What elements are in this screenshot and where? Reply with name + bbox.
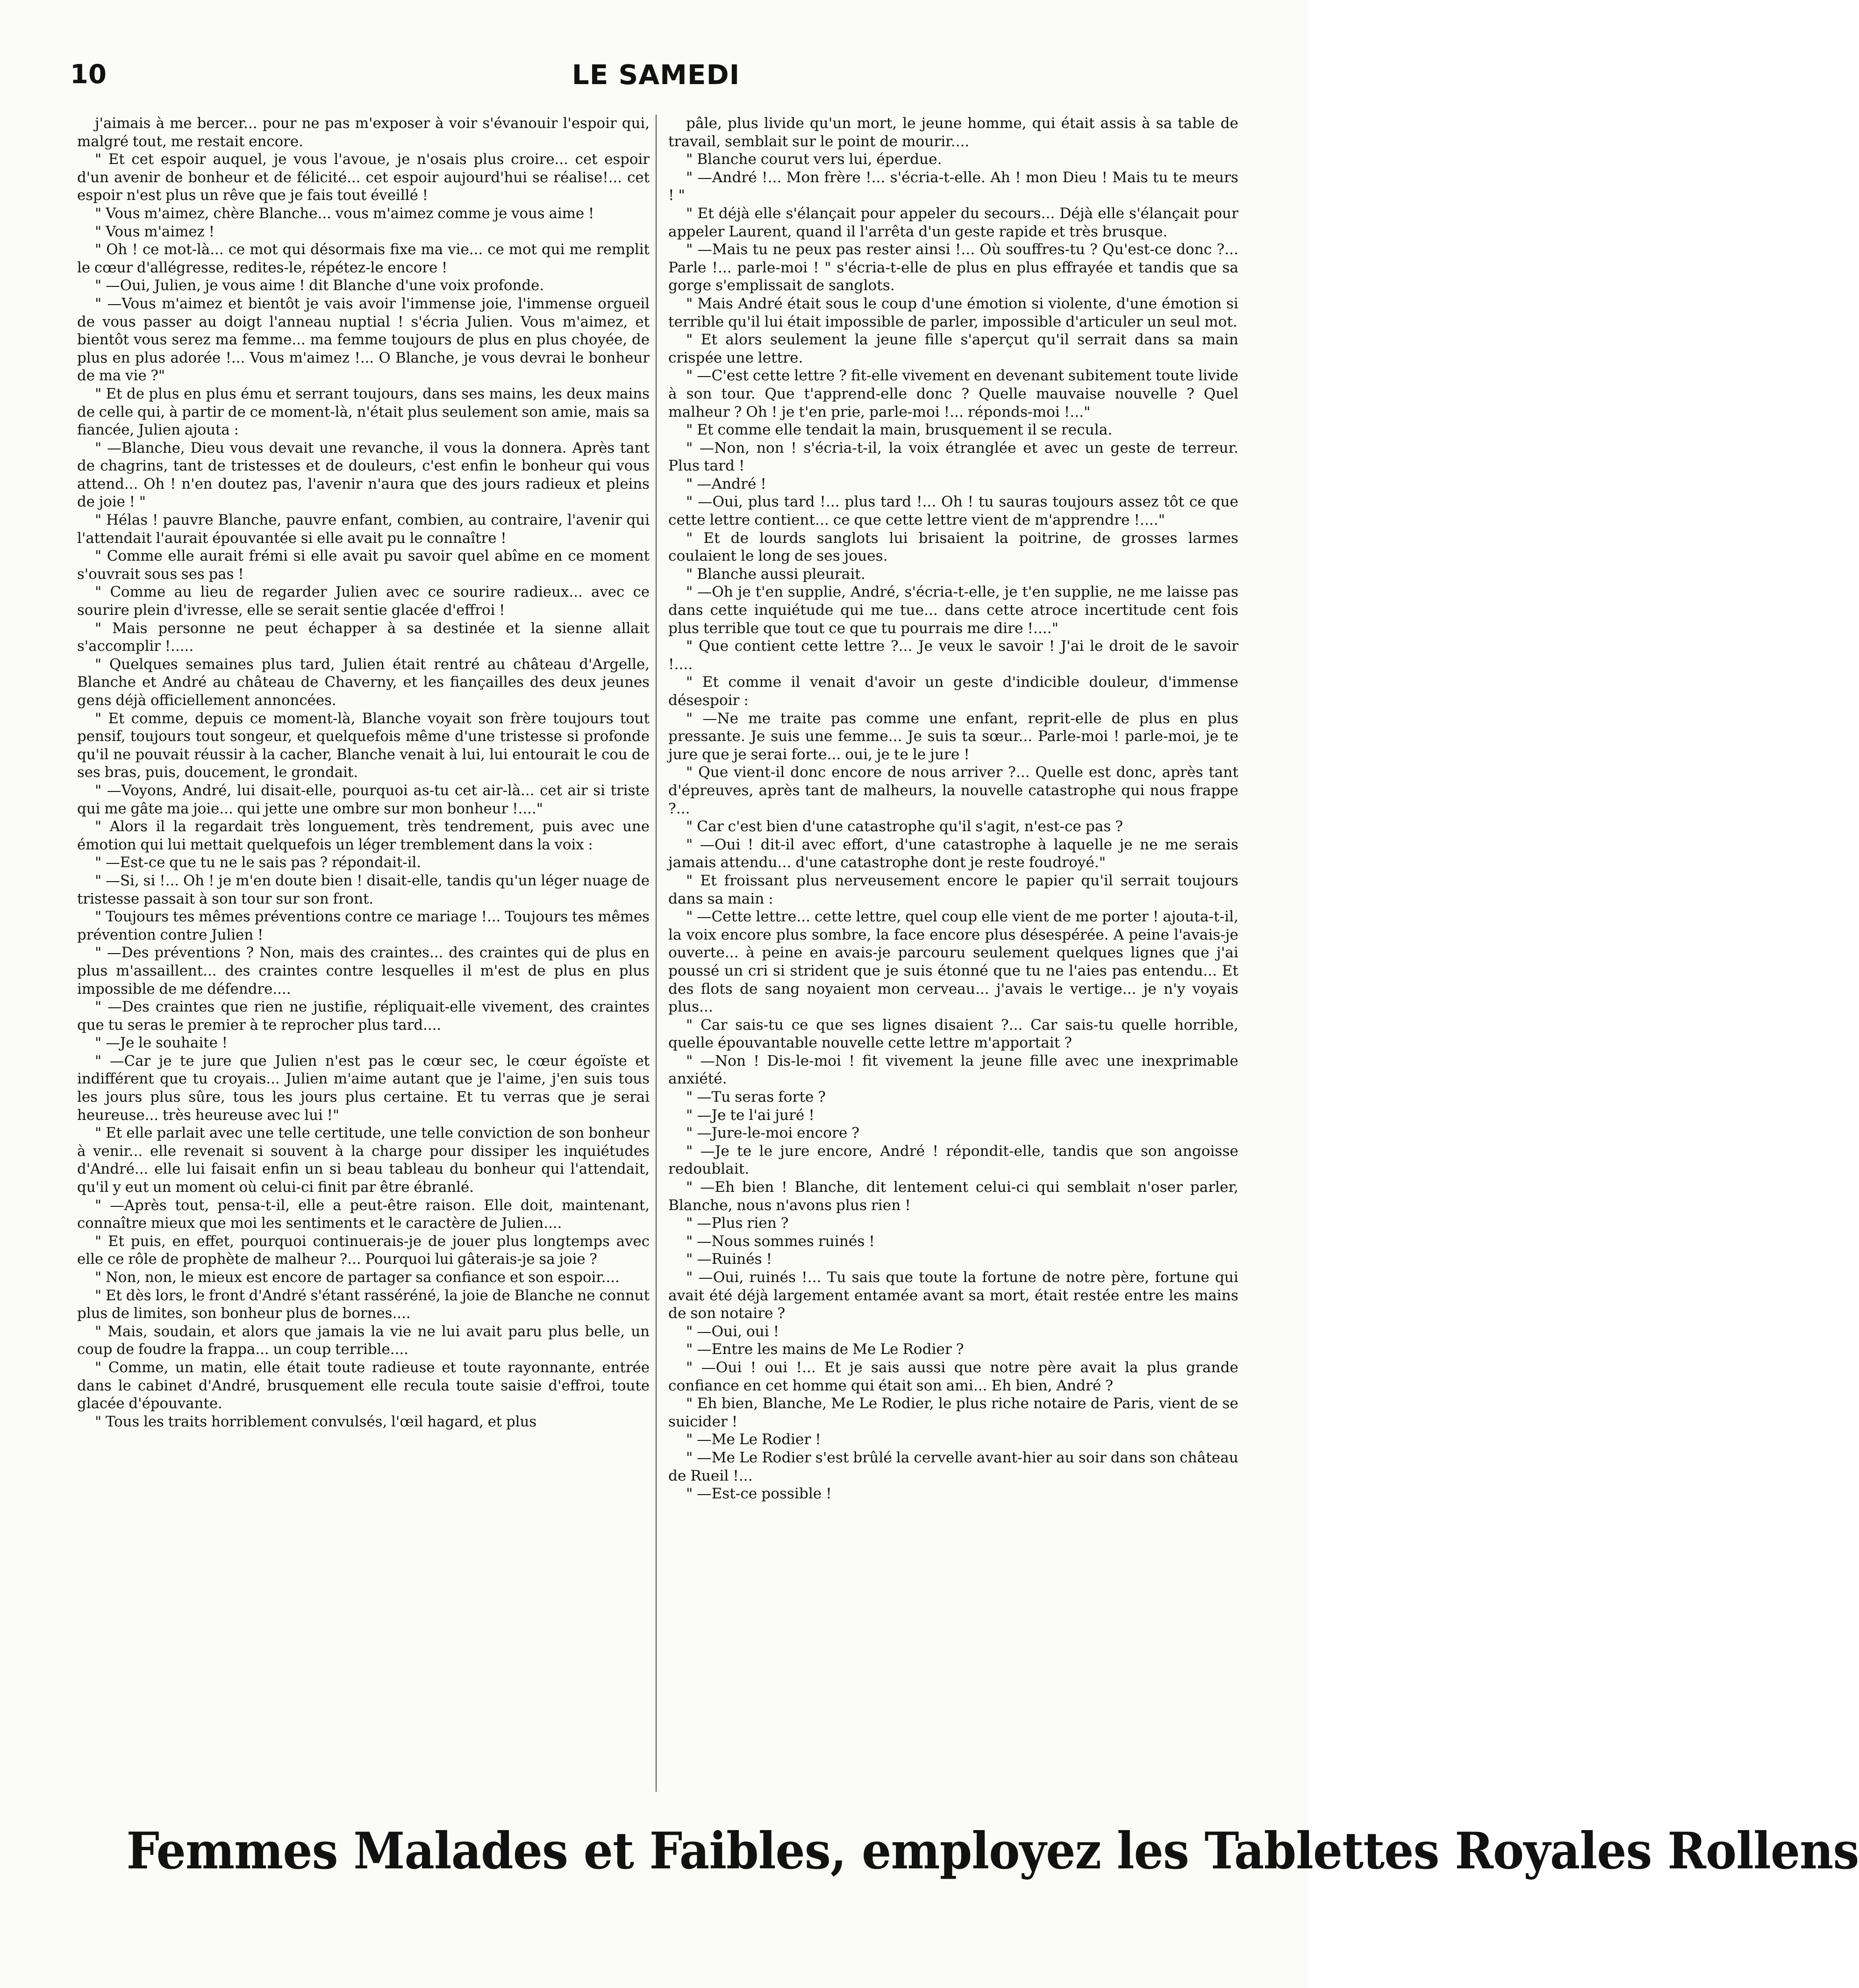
article-paragraph: " —André !... Mon frère !... s'écria-t-elle. Ah ! mon Dieu ! Mais tu te meurs ! "	[668, 169, 1238, 204]
article-paragraph: " Blanche aussi pleurait.	[686, 565, 865, 583]
article-paragraph: " —Cette lettre... cette lettre, quel coup elle vient de me porter ! ajouta-t-il, la voix encore plus sombre, la face encore plus désespérée. A peine l'avais-je ouverte... à peine en avais-je parcouru seulement quelques lignes que j'ai poussé un cri si strident que je suis étonné que tu ne l'aies pas entendu... Et des flots de sang noyaient mon cerveau... j'avais le vertige... je n'y voyais plus...	[668, 908, 1238, 1016]
article-paragraph: " —Nous sommes ruinés !	[686, 1233, 875, 1250]
article-paragraph: " —Oui, ruinés !... Tu sais que toute la fortune de notre père, fortune qui avait été déjà largement entamée avant sa mort, était restée entre les mains de son notaire ?	[668, 1269, 1238, 1322]
article-paragraph: " —Si, si !... Oh ! je m'en doute bien ! disait-elle, tandis qu'un léger nuage de tristesse passait à son tour sur son front.	[77, 872, 650, 907]
article-paragraph: " Mais André était sous le coup d'une émotion si violente, d'une émotion si terrible qu'il lui était impossible de parler, impossible d'articuler un seul mot.	[668, 295, 1238, 330]
article-paragraph: " —Vous m'aimez et bientôt je vais avoir l'immense joie, l'immense orgueil de vous passer au doigt l'anneau nuptial ! s'écria Julien. Vous m'aimez, et bientôt vous serez ma femme... ma femme toujours de plus en plus choyée, de plus en plus adorée !... Vous m'aimez !... O Blanche, je vous devrai le bonheur de ma vie ?"	[77, 295, 650, 385]
article-paragraph: " —Après tout, pensa-t-il, elle a peut-être raison. Elle doit, maintenant, connaître mieux que moi les sentiments et le caractère de Julien....	[77, 1197, 650, 1232]
article-paragraph: " Toujours tes mêmes préventions contre ce mariage !... Toujours tes mêmes prévention contre Julien !	[77, 908, 650, 943]
article-paragraph: " Hélas ! pauvre Blanche, pauvre enfant, combien, au contraire, l'avenir qui l'attendait l'aurait épouvantée si elle avait pu le connaître !	[77, 512, 650, 547]
article-paragraph: " —Des craintes que rien ne justifie, répliquait-elle vivement, des craintes que tu seras le premier à te reprocher plus tard....	[77, 998, 650, 1033]
article-paragraph: " Blanche courut vers lui, éperdue.	[686, 151, 942, 168]
article-paragraph: " —Car je te jure que Julien n'est pas le cœur sec, le cœur égoïste et indifférent que tu croyais... Julien m'aime autant que je l'aime, j'en suis tous les jours plus sûre, tous les jours plus certaine. Et tu verras que je serai heureuse... très heureuse avec lui !"	[77, 1052, 650, 1124]
article-paragraph: " Et dès lors, le front d'André s'étant rasséréné, la joie de Blanche ne connut plus de limites, son bonheur plus de bornes....	[77, 1287, 650, 1322]
article-paragraph: " Comme au lieu de regarder Julien avec ce sourire radieux... avec ce sourire plein d'ivresse, elle se serait sentie glacée d'effroi !	[77, 584, 650, 619]
article-paragraph: " —Jure-le-moi encore ?	[686, 1125, 859, 1142]
article-paragraph: " —Tu seras forte ?	[686, 1089, 826, 1106]
right-article-column	[668, 114, 1238, 1792]
article-paragraph: " —Voyons, André, lui disait-elle, pourquoi as-tu cet air-là... cet air si triste qui me gâte ma joie... qui jette une ombre sur mon bonheur !...."	[77, 782, 650, 817]
article-paragraph: " Et cet espoir auquel, je vous l'avoue, je n'osais plus croire... cet espoir d'un avenir de bonheur et de félicité... cet espoir aujourd'hui se réalise!... cet espoir n'est plus un rêve que je fais tout éveillé !	[77, 151, 650, 204]
article-paragraph: " —Me Le Rodier !	[686, 1431, 821, 1448]
article-paragraph: " Et elle parlait avec une telle certitude, une telle conviction de son bonheur à venir... elle revenait si souvent à la charge pour dissiper les inquiétudes d'André... elle lui faisait enfin un si beau tableau du bonheur qui l'attendait, qu'il y eut un moment où celui-ci finit par être ébranlé.	[77, 1125, 650, 1196]
article-paragraph: " —Est-ce que tu ne le sais pas ? répondait-il.	[95, 854, 422, 871]
article-paragraph: " Vous m'aimez !	[95, 223, 215, 240]
article-paragraph: " Oh ! ce mot-là... ce mot qui désormais fixe ma vie... ce mot qui me remplit le cœur d'allégresse, redites-le, répétez-le encore !	[77, 241, 650, 276]
article-paragraph: " Non, non, le mieux est encore de partager sa confiance et son espoir....	[95, 1269, 620, 1286]
column-divider	[656, 114, 657, 1792]
article-paragraph: " —Plus rien ?	[686, 1215, 789, 1232]
page-header	[70, 54, 1242, 98]
article-paragraph: " —Non, non ! s'écria-t-il, la voix étranglée et avec un geste de terreur. Plus tard !	[668, 439, 1238, 475]
article-paragraph: " Et froissant plus nerveusement encore le papier qu'il serrait toujours dans sa main :	[668, 872, 1238, 907]
article-paragraph: " —Oui, oui !	[686, 1323, 779, 1340]
article-paragraph: " —Je le souhaite !	[95, 1034, 228, 1052]
article-paragraph: pâle, plus livide qu'un mort, le jeune homme, qui était assis à sa table de travail, semblait sur le point de mourir....	[668, 115, 1238, 150]
article-paragraph: " —Me Le Rodier s'est brûlé la cervelle avant-hier au soir dans son château de Rueil !...	[668, 1449, 1238, 1484]
article-paragraph: " —Je te le jure encore, André ! répondit-elle, tandis que son angoisse redoublait.	[668, 1142, 1238, 1178]
article-paragraph: " —Blanche, Dieu vous devait une revanche, il vous la donnera. Après tant de chagrins, tant de tristesses et de douleurs, c'est enfin le bonheur qui vous attend... Oh ! n'en doutez pas, l'avenir n'aura que des jours radieux et pleins de joie ! "	[77, 439, 650, 511]
article-paragraph: " —Eh bien ! Blanche, dit lentement celui-ci qui semblait n'oser parler, Blanche, nous n'avons plus rien !	[668, 1179, 1238, 1214]
article-paragraph: " Alors il la regardait très longuement, très tendrement, puis avec une émotion qui lui mettait quelquefois un léger tremblement dans la voix :	[77, 818, 650, 853]
article-paragraph: " —Oh je t'en supplie, André, s'écria-t-elle, je t'en supplie, ne me laisse pas dans cette inquiétude qui me tue... dans cette atroce incertitude cent fois plus terrible que tout ce que tu pourrais me dire !...."	[668, 584, 1238, 637]
journal-title: LE SAMEDI	[572, 59, 740, 91]
article-paragraph: " —Est-ce possible !	[686, 1485, 832, 1503]
page-number: 10	[70, 59, 107, 90]
article-paragraph: " Car c'est bien d'une catastrophe qu'il s'agit, n'est-ce pas ?	[686, 818, 1123, 835]
article-paragraph: " —Je te l'ai juré !	[686, 1106, 815, 1124]
article-paragraph: " —Entre les mains de Me Le Rodier ?	[686, 1341, 964, 1358]
article-paragraph: " —Oui ! dit-il avec effort, d'une catastrophe à laquelle je ne me serais jamais attendu... d'une catastrophe dont je reste foudroyé."	[668, 836, 1238, 871]
article-paragraph: " Vous m'aimez, chère Blanche... vous m'aimez comme je vous aime !	[95, 205, 594, 222]
article-paragraph: " —Ruinés !	[686, 1251, 772, 1268]
article-paragraph: " Et comme, depuis ce moment-là, Blanche voyait son frère toujours tout pensif, toujours tout songeur, et quelquefois même d'une tristesse si profonde qu'il ne pouvait réussir à la cacher, Blanche venait à lui, lui entourait le cou de ses bras, puis, doucement, le grondait.	[77, 710, 650, 781]
article-paragraph: " Que vient-il donc encore de nous arriver ?... Quelle est donc, après tant d'épreuves, après tant de malheurs, la nouvelle catastrophe qui nous frappe ?...	[668, 764, 1238, 817]
article-paragraph: " Et comme il venait d'avoir un geste d'indicible douleur, d'immense désespoir :	[668, 674, 1238, 709]
article-paragraph: " —Oui, Julien, je vous aime ! dit Blanche d'une voix profonde.	[95, 277, 544, 294]
article-paragraph: " Comme elle aurait frémi si elle avait pu savoir quel abîme en ce moment s'ouvrait sous ses pas !	[77, 548, 650, 583]
article-paragraph: " Et déjà elle s'élançait pour appeler du secours... Déjà elle s'élançait pour appeler Laurent, quand il l'arrêta d'un geste rapide et très brusque.	[668, 205, 1238, 240]
article-paragraph: " Et comme elle tendait la main, brusquement il se recula.	[686, 421, 1113, 439]
article-paragraph: j'aimais à me bercer... pour ne pas m'exposer à voir s'évanouir l'espoir qui, malgré tout, me restait encore.	[77, 115, 650, 150]
article-paragraph: " —Des préventions ? Non, mais des craintes... des craintes qui de plus en plus m'assaillent... des craintes contre lesquelles il m'est de plus en plus impossible de me défendre....	[77, 944, 650, 998]
article-paragraph: " —André !	[686, 475, 766, 492]
article-paragraph: " Et de plus en plus ému et serrant toujours, dans ses mains, les deux mains de celle qui, à partir de ce moment-là, n'était plus seulement son amie, mais sa fiancée, Julien ajouta :	[77, 385, 650, 439]
article-paragraph: " —Oui, plus tard !... plus tard !... Oh ! tu sauras toujours assez tôt ce que cette lettre contient... ce que cette lettre vient de m'apprendre !...."	[668, 493, 1238, 529]
article-paragraph: " Eh bien, Blanche, Me Le Rodier, le plus riche notaire de Paris, vient de se suicider !	[668, 1395, 1238, 1430]
article-paragraph: " Mais, soudain, et alors que jamais la vie ne lui avait paru plus belle, un coup de foudre la frappa... un coup terrible....	[77, 1323, 650, 1358]
article-paragraph: " Comme, un matin, elle était toute radieuse et toute rayonnante, entrée dans le cabinet d'André, brusquement elle recula toute saisie d'effroi, toute glacée d'épouvante.	[77, 1359, 650, 1412]
article-paragraph: " Mais personne ne peut échapper à sa destinée et la sienne allait s'accomplir !.....	[77, 620, 650, 655]
article-paragraph: " Et puis, en effet, pourquoi continuerais-je de jouer plus longtemps avec elle ce rôle de prophète de malheur ?... Pourquoi lui gâterais-je sa joie ?	[77, 1233, 650, 1268]
article-paragraph: " —Mais tu ne peux pas rester ainsi !... Où souffres-tu ? Qu'est-ce donc ?... Parle !... parle-moi ! " s'écria-t-elle de plus en plus effrayée et tandis que sa gorge s'emplissait de sanglots.	[668, 241, 1238, 294]
article-paragraph: " Car sais-tu ce que ses lignes disaient ?... Car sais-tu quelle horrible, quelle épouvantable nouvelle cette lettre m'apportait ?	[668, 1016, 1238, 1052]
article-paragraph: " —Ne me traite pas comme une enfant, reprit-elle de plus en plus pressante. Je suis une femme... Je suis ta sœur... Parle-moi ! parle-moi, je te jure que je serai forte... oui, je te le jure !	[668, 710, 1238, 763]
article-paragraph: " Et de lourds sanglots lui brisaient la poitrine, de grosses larmes coulaient le long de ses joues.	[668, 529, 1238, 565]
article-paragraph: " Tous les traits horriblement convulsés, l'œil hagard, et plus	[95, 1413, 537, 1430]
article-paragraph: " —C'est cette lettre ? fit-elle vivement en devenant subitement toute livide à son tour. Que t'apprend-elle donc ? Quelle mauvaise nouvelle ? Quel malheur ? Oh ! je t'en prie, parle-moi !... réponds-moi !..."	[668, 367, 1238, 420]
article-paragraph: " Que contient cette lettre ?... Je veux le savoir ! J'ai le droit de le savoir !....	[668, 638, 1238, 673]
left-article-column	[77, 114, 650, 1792]
article-paragraph: " Quelques semaines plus tard, Julien était rentré au château d'Argelle, Blanche et André au château de Chaverny, et les fiançailles des deux jeunes gens déjà officiellement annoncées.	[77, 656, 650, 709]
article-paragraph: " —Oui ! oui !... Et je sais aussi que notre père avait la plus grande confiance en cet homme qui était son ami... Eh bien, André ?	[668, 1359, 1238, 1394]
article-paragraph: " Et alors seulement la jeune fille s'aperçut qu'il serrait dans sa main crispée une lettre.	[668, 331, 1238, 366]
article-paragraph: " —Non ! Dis-le-moi ! fit vivement la jeune fille avec une inexprimable anxiété.	[668, 1052, 1238, 1088]
advertisement-banner: Femmes Malades et Faibles, employez les Tablettes Royales Rollens	[126, 1822, 1859, 1881]
